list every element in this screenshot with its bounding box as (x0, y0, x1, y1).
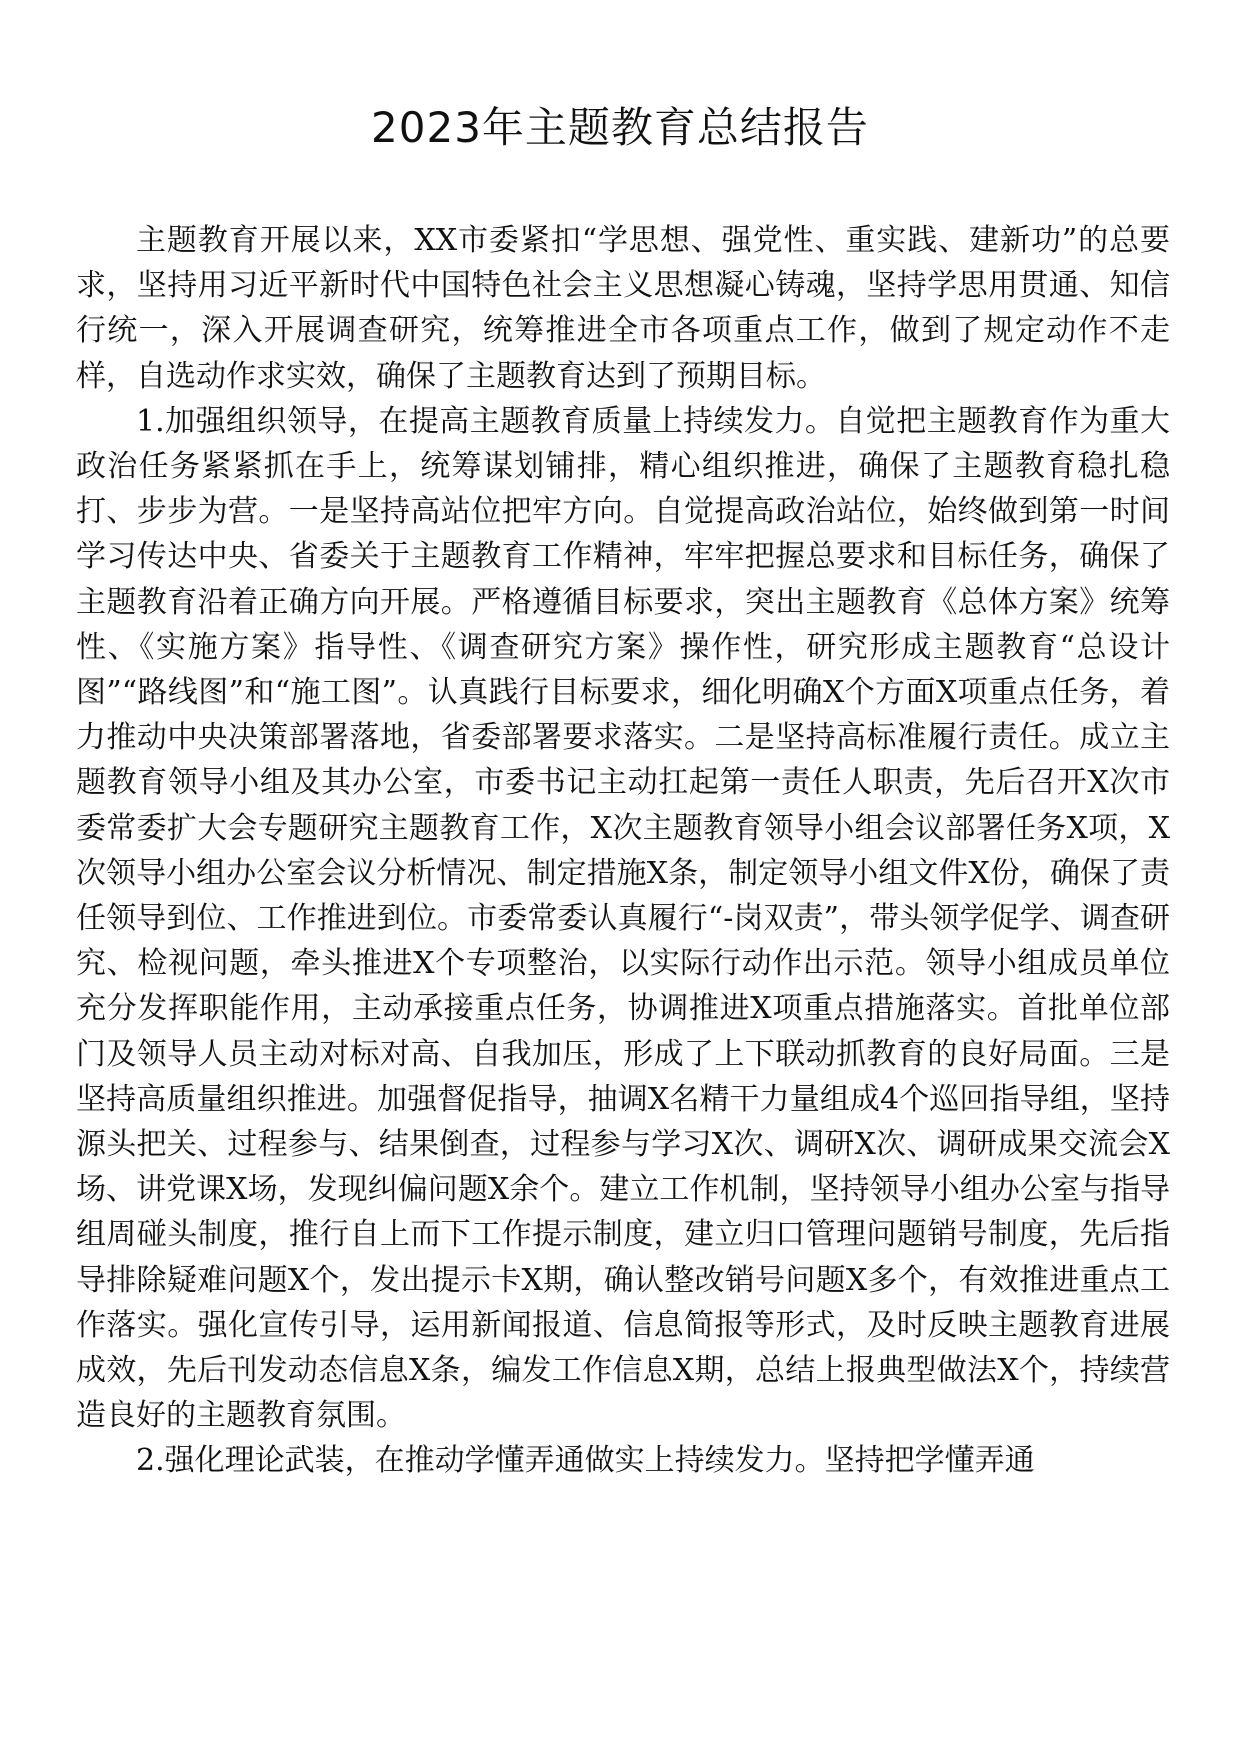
paragraph-intro: 主题教育开展以来，XX市委紧扣“学思想、强党性、重实践、建新功”的总要求，坚持用习近平新时代中国特色社会主义思想凝心铸魂，坚持学思用贯通、知信行统一，深入开展调查研究，统筹推进全市各项重点工作，做到了规定动作不走样，自选动作求实效，确保了主题教育达到了预期目标。 (76, 223, 1170, 394)
document-body (76, 218, 1170, 1484)
paragraph-section-1: 1.加强组织领导，在提高主题教育质量上持续发力。自觉把主题教育作为重大政治任务紧紧抓在手上，统筹谋划铺排，精心组织推进，确保了主题教育稳扎稳打、步步为营。一是坚持高站位把牢方向。自觉提高政治站位，始终做到第一时间学习传达中央、省委关于主题教育工作精神，牢牢把握总要求和目标任务，确保了主题教育沿着正确方向开展。严格遵循目标要求，突出主题教育《总体方案》统筹性、《实施方案》指导性、《调查研究方案》操作性，研究形成主题教育“总设计图”“路线图”和“施工图”。认真践行目标要求，细化明确X个方面X项重点任务，着力推动中央决策部署落地，省委部署要求落实。二是坚持高标准履行责任。成立主题教育领导小组及其办公室，市委书记主动扛起第一责任人职责，先后召开X次市委常委扩大会专题研究主题教育工作，X次主题教育领导小组会议部署任务X项，X次领导小组办公室会议分析情况、制定措施X条，制定领导小组文件X份，确保了责任领导到位、工作推进到位。市委常委认真履行“-岗双责”，带头领学促学、调查研究、检视问题，牵头推进X个专项整治，以实际行动作出示范。领导小组成员单位充分发挥职能作用，主动承接重点任务，协调推进X项重点措施落实。首批单位部门及领导人员主动对标对高、自我加压，形成了上下联动抓教育的良好局面。三是坚持高质量组织推进。加强督促指导，抽调X名精干力量组成4个巡回指导组，坚持源头把关、过程参与、结果倒查，过程参与学习X次、调研X次、调研成果交流会X场、讲党课X场，发现纠偏问题X余个。建立工作机制，坚持领导小组办公室与指导组周碰头制度，推行自上而下工作提示制度，建立归口管理问题销号制度，先后指导排除疑难问题X个，发出提示卡X期，确认整改销号问题X多个，有效推进重点工作落实。强化宣传引导，运用新闻报道、信息简报等形式，及时反映主题教育进展成效，先后刊发动态信息X条，编发工作信息X期，总结上报典型做法X个，持续营造良好的主题教育氛围。 (76, 403, 1170, 1434)
document-title: 2023年主题教育总结报告 (371, 103, 869, 152)
paragraph-section-2: 2.强化理论武装，在推动学懂弄通做实上持续发力。坚持把学懂弄通 (136, 1443, 1035, 1479)
